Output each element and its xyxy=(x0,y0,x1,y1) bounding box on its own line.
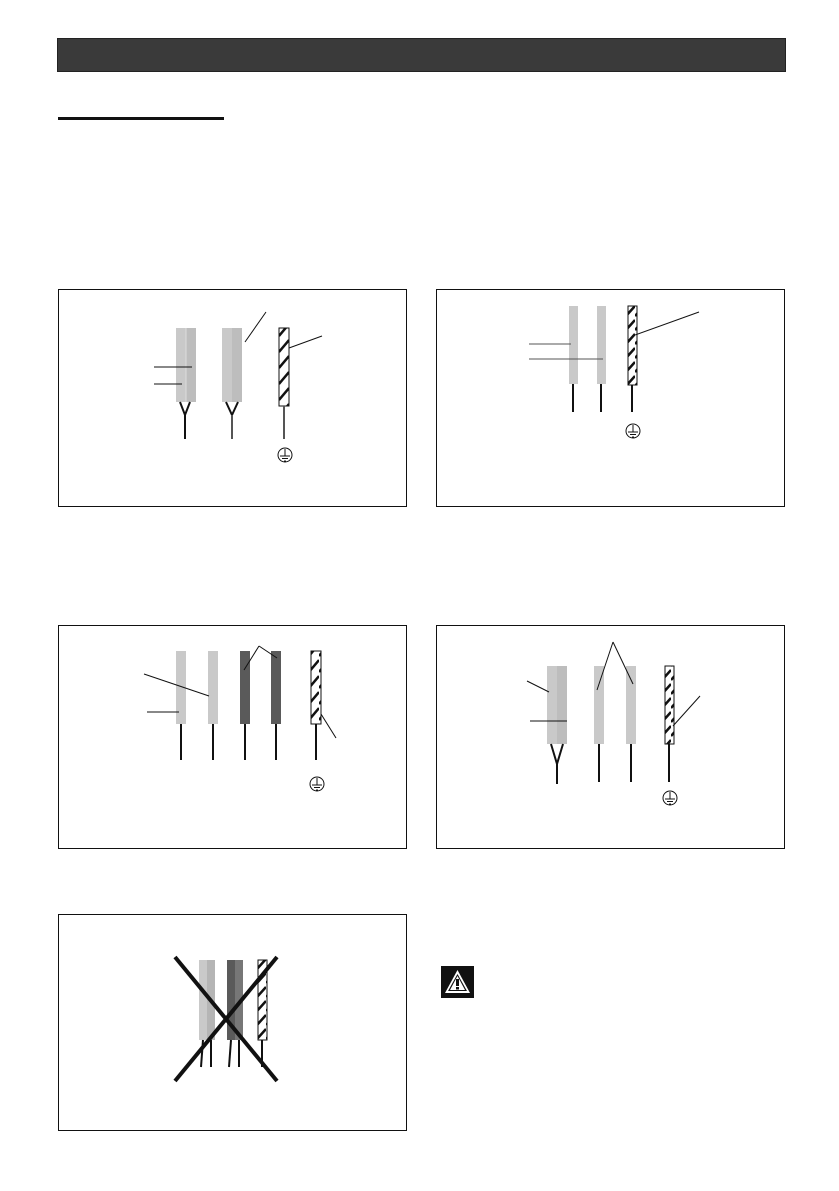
earth-symbol-icon xyxy=(626,424,640,438)
core-dark-1 xyxy=(240,651,250,760)
wiring-diagram xyxy=(59,626,408,850)
diagram-single-cores-with-earth xyxy=(436,289,785,507)
core-light-1 xyxy=(176,651,186,760)
wiring-diagram xyxy=(59,290,408,508)
core-light-2 xyxy=(208,651,218,760)
diagram-four-core-with-earth xyxy=(58,625,407,849)
wiring-diagram xyxy=(437,290,786,508)
wiring-diagram xyxy=(437,626,786,850)
earth-symbol-icon xyxy=(310,777,324,791)
header-bar xyxy=(57,38,786,72)
earth-symbol-icon xyxy=(663,791,677,805)
twin-cable xyxy=(547,666,567,784)
section-title-underline xyxy=(58,117,224,120)
diagram-twin-plus-two-with-earth xyxy=(436,625,785,849)
earth-wire xyxy=(311,651,321,760)
twin-cable-2 xyxy=(222,328,242,439)
diagram-incorrect-crossed-out xyxy=(58,914,407,1131)
earth-wire xyxy=(628,306,637,412)
earth-wire xyxy=(665,666,674,782)
earth-symbol-icon xyxy=(278,448,292,462)
earth-wire xyxy=(279,328,289,439)
diagram-twin-core-with-earth xyxy=(58,289,407,507)
core-dark-2 xyxy=(271,651,281,760)
warning-triangle-icon xyxy=(441,966,474,998)
wiring-diagram xyxy=(59,915,408,1132)
core-light-2 xyxy=(626,666,636,782)
